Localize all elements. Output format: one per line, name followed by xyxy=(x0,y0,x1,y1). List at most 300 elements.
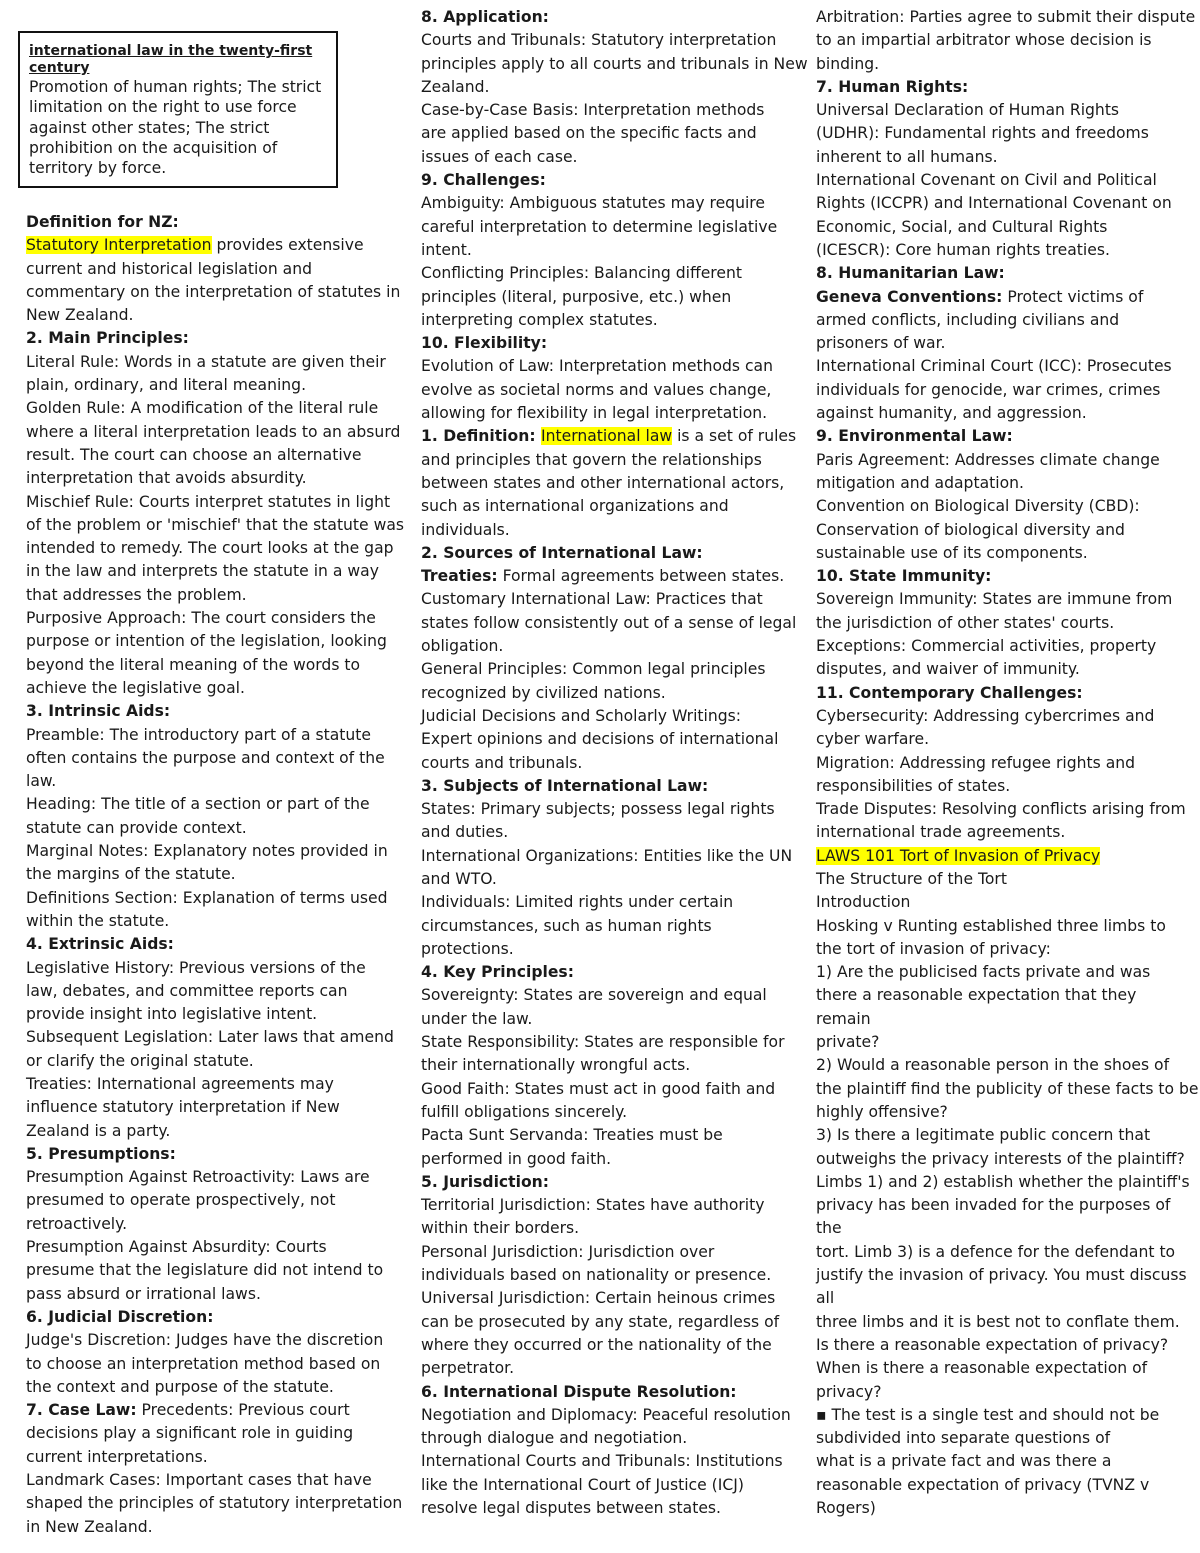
text-span: like the International Court of Justice (ICJ) xyxy=(421,1475,744,1494)
text-span: current interpretations. xyxy=(26,1447,208,1466)
text-span: prisoners of war. xyxy=(816,334,946,353)
text-line xyxy=(26,793,398,816)
text-line xyxy=(421,752,807,775)
text-span: between states and other international actors, xyxy=(421,473,785,492)
text-span: Case-by-Case Basis: Interpretation methods xyxy=(421,101,765,120)
text-line xyxy=(26,1492,403,1515)
text-span: justify the invasion of privacy. You must discuss xyxy=(816,1266,1187,1285)
text-span: International Criminal Court (ICC): Prosecutes xyxy=(816,357,1172,376)
text-line xyxy=(421,1054,807,1077)
summary-box-text: Promotion of human rights; The strict xyxy=(29,78,322,96)
highlighted-term: LAWS 101 Tort of Invasion of Privacy xyxy=(816,846,1101,865)
bold-lead: Treaties: xyxy=(421,567,498,586)
text-span: Good Faith: States must act in good faith and xyxy=(421,1079,776,1098)
text-line xyxy=(26,724,398,747)
text-line xyxy=(816,169,1194,192)
text-span: there a reasonable expectation that they xyxy=(816,986,1137,1005)
text-span: resolve legal disputes between states. xyxy=(421,1499,722,1517)
text-span: Rogers) xyxy=(816,1499,876,1517)
summary-box-title: international law in the twenty-first xyxy=(29,43,313,59)
text-span: Conflicting Principles: Balancing different xyxy=(421,264,742,283)
text-line xyxy=(26,444,398,467)
text-span: beyond the literal meaning of the words to xyxy=(26,655,361,674)
text-line xyxy=(421,891,807,914)
text-line xyxy=(26,957,398,980)
text-line xyxy=(421,1334,807,1357)
text-span: Customary International Law: Practices that xyxy=(421,590,763,609)
text-line xyxy=(26,887,398,910)
text-span: interpreting complex statutes. xyxy=(421,310,658,329)
text-line xyxy=(816,192,1194,215)
text-line xyxy=(26,840,398,863)
text-span: Formal agreements between states. xyxy=(497,567,785,586)
text-line xyxy=(816,1497,1194,1520)
summary-box-title: century xyxy=(29,60,90,76)
text-span: in the law and interprets the statute in a way xyxy=(26,562,379,581)
text-line xyxy=(421,53,807,76)
text-line xyxy=(421,1427,807,1450)
text-span: international trade agreements. xyxy=(816,823,1066,842)
text-span: Limbs 1) and 2) establish whether the plaintiff's xyxy=(816,1172,1190,1191)
text-span: and principles that govern the relationships xyxy=(421,450,762,469)
text-line xyxy=(816,915,1194,938)
text-line xyxy=(26,1283,398,1306)
text-line xyxy=(26,1399,398,1422)
text-line xyxy=(421,915,807,938)
text-span: the context and purpose of the statute. xyxy=(26,1377,334,1396)
text-line xyxy=(816,705,1194,728)
text-line xyxy=(421,845,807,868)
text-line xyxy=(816,1334,1194,1357)
text-line xyxy=(421,705,807,728)
text-line xyxy=(26,1050,398,1073)
text-line xyxy=(816,1287,1194,1310)
text-span: Protect victims of xyxy=(1002,287,1144,306)
text-line xyxy=(816,891,1194,914)
text-span: plain, ordinary, and literal meaning. xyxy=(26,376,307,395)
text-span: Hosking v Runting established three limbs to xyxy=(816,916,1166,935)
text-span: Cybersecurity: Addressing cybercrimes and xyxy=(816,706,1155,725)
section-heading: 6. Judicial Discretion: xyxy=(26,1307,214,1326)
text-span: Golden Rule: A modification of the literal rule xyxy=(26,399,379,418)
highlighted-term: International law xyxy=(541,427,673,446)
text-span: the tort of invasion of privacy: xyxy=(816,939,1051,958)
text-line xyxy=(26,304,398,327)
text-span: through dialogue and negotiation. xyxy=(421,1429,688,1448)
text-span: Heading: The title of a section or part of the xyxy=(26,795,370,814)
text-line xyxy=(816,868,1194,891)
text-span: States: Primary subjects; possess legal rights xyxy=(421,800,775,819)
text-line xyxy=(421,565,807,588)
text-line xyxy=(816,355,1194,378)
text-span: states follow consistently out of a sense of legal xyxy=(421,613,797,632)
text-span: Preamble: The introductory part of a statute xyxy=(26,725,372,744)
text-span: Convention on Biological Diversity (CBD): xyxy=(816,497,1140,516)
text-span: Literal Rule: Words in a statute are given their xyxy=(26,352,386,371)
text-line xyxy=(26,1213,398,1236)
text-line xyxy=(421,29,807,52)
text-span: of the problem or 'mischief' that the statute was xyxy=(26,515,405,534)
section-heading: 3. Intrinsic Aids: xyxy=(26,702,171,721)
text-line xyxy=(421,192,807,215)
text-line xyxy=(816,29,1194,52)
text-span: (ICESCR): Core human rights treaties. xyxy=(816,240,1110,259)
column-3 xyxy=(816,6,1199,1520)
text-line xyxy=(816,1101,1194,1124)
text-line xyxy=(26,910,398,933)
text-line xyxy=(421,984,807,1007)
text-line xyxy=(421,99,807,122)
text-line xyxy=(26,351,398,374)
text-line xyxy=(421,402,807,425)
text-line xyxy=(26,863,398,886)
text-line xyxy=(421,728,807,751)
section-heading: Definition for NZ: xyxy=(26,213,179,231)
text-line xyxy=(816,938,1194,961)
text-span: individuals. xyxy=(421,520,510,539)
text-line xyxy=(421,1101,807,1124)
text-span: against humanity, and aggression. xyxy=(816,404,1087,423)
text-line xyxy=(816,449,1194,472)
text-line xyxy=(421,76,807,99)
text-line xyxy=(26,1259,398,1282)
text-span: Definitions Section: Explanation of terms used xyxy=(26,888,388,907)
text-line xyxy=(26,607,398,630)
text-span: fulfill obligations sincerely. xyxy=(421,1102,628,1121)
text-span: to an impartial arbitrator whose decision is xyxy=(816,31,1152,50)
text-line xyxy=(26,1236,398,1259)
text-line xyxy=(816,53,1194,76)
text-span: achieve the legislative goal. xyxy=(26,678,245,697)
text-span: Zealand is a party. xyxy=(26,1121,171,1140)
text-span: commentary on the interpretation of statutes in xyxy=(26,282,401,301)
text-line xyxy=(26,1329,398,1352)
text-span: Presumption Against Retroactivity: Laws are xyxy=(26,1168,370,1187)
text-line xyxy=(421,821,807,844)
text-span: provides extensive xyxy=(211,236,364,255)
section-heading: 2. Main Principles: xyxy=(26,329,189,348)
text-line xyxy=(421,449,807,472)
text-line xyxy=(816,612,1194,635)
text-span: 2) Would a reasonable person in the shoes of xyxy=(816,1056,1170,1075)
text-span: within the statute. xyxy=(26,911,170,930)
text-line xyxy=(421,519,807,542)
text-line xyxy=(421,309,807,332)
text-span: purpose or intention of the legislation, looking xyxy=(26,632,387,651)
text-span: Exceptions: Commercial activities, property xyxy=(816,637,1157,656)
section-heading: 5. Jurisdiction: xyxy=(421,1172,550,1191)
text-line xyxy=(816,1357,1194,1380)
text-span: under the law. xyxy=(421,1009,533,1028)
text-line xyxy=(816,984,1194,1007)
text-line xyxy=(421,635,807,658)
text-span: within their borders. xyxy=(421,1219,580,1238)
text-span: Courts and Tribunals: Statutory interpretation xyxy=(421,31,777,50)
text-span: result. The court can choose an alternative xyxy=(26,445,362,464)
text-line xyxy=(816,1474,1194,1497)
text-line xyxy=(421,1474,807,1497)
text-span: issues of each case. xyxy=(421,147,578,166)
text-span: Zealand. xyxy=(421,77,490,96)
text-span: interpretation that avoids absurdity. xyxy=(26,469,307,488)
text-span: can be prosecuted by any state, regardless of xyxy=(421,1312,780,1331)
text-span: Expert opinions and decisions of international xyxy=(421,730,779,749)
text-line xyxy=(816,961,1194,984)
text-span: law. xyxy=(26,772,57,791)
text-line xyxy=(816,1148,1194,1171)
text-span: Migration: Addressing refugee rights and xyxy=(816,753,1136,772)
text-span: Conservation of biological diversity and xyxy=(816,520,1125,539)
text-span: circumstances, such as human rights xyxy=(421,916,712,935)
text-line xyxy=(26,560,398,583)
text-span: International Covenant on Civil and Political xyxy=(816,171,1157,190)
text-line xyxy=(421,1357,807,1380)
text-line xyxy=(816,216,1194,239)
text-span: New Zealand. xyxy=(26,306,134,325)
text-span: 3) Is there a legitimate public concern that xyxy=(816,1126,1151,1145)
text-span: mitigation and adaptation. xyxy=(816,473,1024,492)
text-line xyxy=(26,537,398,560)
text-line xyxy=(421,286,807,309)
text-span: (UDHR): Fundamental rights and freedoms xyxy=(816,124,1149,143)
text-line xyxy=(421,1311,807,1334)
text-span: presumed to operate prospectively, not xyxy=(26,1191,336,1210)
text-line xyxy=(26,1446,398,1469)
text-span: intended to remedy. The court looks at the gap xyxy=(26,539,394,558)
text-line xyxy=(816,1241,1194,1264)
section-heading: 4. Key Principles: xyxy=(421,963,574,982)
text-line xyxy=(26,1469,398,1492)
text-span: principles apply to all courts and tribunals in New xyxy=(421,54,808,73)
text-line xyxy=(421,355,807,378)
text-line xyxy=(816,728,1194,751)
text-span: often contains the purpose and context of the xyxy=(26,748,385,767)
text-line xyxy=(421,495,807,518)
bold-lead: 7. Case Law: xyxy=(26,1401,137,1420)
text-span: privacy? xyxy=(816,1382,882,1401)
text-span: all xyxy=(816,1289,835,1308)
text-line xyxy=(26,1376,398,1399)
text-line xyxy=(421,588,807,611)
text-span: what is a private fact and was there a xyxy=(816,1452,1112,1471)
bold-lead: Geneva Conventions: xyxy=(816,287,1003,306)
text-line xyxy=(421,1450,807,1473)
text-line xyxy=(26,980,398,1003)
text-line xyxy=(26,677,398,700)
text-line xyxy=(816,332,1194,355)
text-span: protections. xyxy=(421,939,514,958)
text-line xyxy=(26,234,398,257)
text-span: Individuals: Limited rights under certain xyxy=(421,893,734,912)
text-span: disputes, and waiver of immunity. xyxy=(816,660,1080,679)
text-span: allowing for flexibility in legal interpretation. xyxy=(421,404,768,423)
text-line xyxy=(421,612,807,635)
text-span: tort. Limb 3) is a defence for the defendant to xyxy=(816,1242,1176,1261)
text-line xyxy=(26,1096,398,1119)
text-span: the margins of the statute. xyxy=(26,865,236,884)
text-span: outweighs the privacy interests of the plaintiff? xyxy=(816,1149,1185,1168)
text-span: provide insight into legislative intent. xyxy=(26,1005,318,1024)
text-span: that addresses the problem. xyxy=(26,585,247,604)
text-line xyxy=(816,402,1194,425)
text-span: Treaties: International agreements may xyxy=(26,1074,334,1093)
text-line xyxy=(816,286,1194,309)
text-line xyxy=(26,584,398,607)
text-line xyxy=(26,1516,398,1539)
text-line xyxy=(816,1381,1194,1404)
text-line xyxy=(421,425,807,448)
text-span: obligation. xyxy=(421,637,504,656)
section-heading: 11. Contemporary Challenges: xyxy=(816,683,1083,702)
text-line xyxy=(421,1241,807,1264)
text-line xyxy=(421,122,807,145)
text-line xyxy=(421,1008,807,1031)
section-heading: 4. Extrinsic Aids: xyxy=(26,935,174,954)
text-span: evolve as societal norms and values change, xyxy=(421,380,772,399)
text-line xyxy=(816,1054,1194,1077)
text-span: binding. xyxy=(816,54,880,73)
text-line xyxy=(816,239,1194,262)
text-span: and duties. xyxy=(421,823,509,842)
text-line xyxy=(26,258,398,281)
text-span: International Courts and Tribunals: Institutions xyxy=(421,1452,783,1471)
text-span: International Organizations: Entities like the UN xyxy=(421,846,793,865)
text-span: State Responsibility: States are responsible for xyxy=(421,1033,785,1052)
text-line xyxy=(816,1124,1194,1147)
text-line xyxy=(816,821,1194,844)
text-span: ▪ The test is a single test and should not be xyxy=(816,1405,1160,1424)
text-span: such as international organizations and xyxy=(421,497,729,516)
text-line xyxy=(816,845,1194,868)
text-line xyxy=(816,1194,1194,1217)
text-span: Paris Agreement: Addresses climate change xyxy=(816,450,1160,469)
section-heading: 10. State Immunity: xyxy=(816,567,992,586)
text-line xyxy=(421,1404,807,1427)
text-line xyxy=(26,397,398,420)
text-span: Subsequent Legislation: Later laws that amend xyxy=(26,1028,394,1047)
text-line xyxy=(816,752,1194,775)
text-line xyxy=(816,1404,1194,1427)
text-line xyxy=(421,262,807,285)
text-line xyxy=(421,658,807,681)
text-span: influence statutory interpretation if New xyxy=(26,1098,340,1117)
text-span: current and historical legislation and xyxy=(26,259,312,278)
text-line xyxy=(421,682,807,705)
text-span: law, debates, and committee reports can xyxy=(26,981,348,1000)
text-span: performed in good faith. xyxy=(421,1149,612,1168)
text-line xyxy=(816,495,1194,518)
text-line xyxy=(26,747,398,770)
summary-box-text: territory by force. xyxy=(29,159,167,178)
text-span: statute can provide context. xyxy=(26,818,247,837)
text-span: Territorial Jurisdiction: States have authority xyxy=(421,1196,765,1215)
text-span: courts and tribunals. xyxy=(421,753,583,772)
text-line xyxy=(816,379,1194,402)
text-span: Is there a reasonable expectation of privacy? xyxy=(816,1335,1169,1354)
text-span: Negotiation and Diplomacy: Peaceful resolution xyxy=(421,1405,791,1424)
text-line xyxy=(26,1422,398,1445)
text-span: Pacta Sunt Servanda: Treaties must be xyxy=(421,1126,723,1145)
text-line xyxy=(421,216,807,239)
text-span: private? xyxy=(816,1033,880,1052)
text-span: individuals for genocide, war crimes, crimes xyxy=(816,380,1161,399)
text-line xyxy=(26,1003,398,1026)
text-line xyxy=(26,467,398,490)
text-span: to choose an interpretation method based on xyxy=(26,1354,381,1373)
text-span: Landmark Cases: Important cases that have xyxy=(26,1471,372,1490)
text-span: Rights (ICCPR) and International Covenant on xyxy=(816,194,1172,213)
text-line xyxy=(421,1148,807,1171)
text-line xyxy=(421,146,807,169)
text-line xyxy=(26,654,398,677)
text-line xyxy=(421,1264,807,1287)
text-line xyxy=(421,1287,807,1310)
text-line xyxy=(421,1194,807,1217)
text-span: reasonable expectation of privacy (TVNZ v xyxy=(816,1475,1150,1494)
text-line xyxy=(816,798,1194,821)
summary-box-text: prohibition on the acquisition of xyxy=(29,138,278,157)
text-line xyxy=(26,1026,398,1049)
text-line xyxy=(421,1031,807,1054)
text-span: Sovereign Immunity: States are immune from xyxy=(816,590,1173,609)
text-span: sustainable use of its components. xyxy=(816,543,1088,562)
text-line xyxy=(816,472,1194,495)
text-line xyxy=(816,1311,1194,1334)
text-line xyxy=(26,514,405,537)
text-span: the plaintiff find the publicity of these facts to be xyxy=(816,1079,1199,1098)
text-span: pass absurd or irrational laws. xyxy=(26,1284,261,1303)
text-line xyxy=(816,1427,1194,1450)
summary-box-text: limitation on the right to use force xyxy=(29,98,297,117)
text-line xyxy=(816,588,1194,611)
text-line xyxy=(816,1217,1194,1240)
text-line xyxy=(816,1078,1199,1101)
text-line xyxy=(816,1264,1194,1287)
text-line xyxy=(26,1353,398,1376)
summary-box xyxy=(18,31,338,188)
text-line xyxy=(26,770,398,793)
text-line xyxy=(816,635,1194,658)
text-line xyxy=(26,491,398,514)
text-line xyxy=(816,1171,1194,1194)
text-span: or clarify the original statute. xyxy=(26,1051,254,1070)
section-heading: 9. Environmental Law: xyxy=(816,427,1013,446)
text-span: are applied based on the specific facts and xyxy=(421,124,757,143)
text-line xyxy=(26,281,401,304)
text-span: Judicial Decisions and Scholarly Writings: xyxy=(421,706,742,725)
text-line xyxy=(816,1031,1194,1054)
text-span: When is there a reasonable expectation of xyxy=(816,1359,1148,1378)
text-span: where a literal interpretation leads to an absurd xyxy=(26,422,401,441)
text-span: subdivided into separate questions of xyxy=(816,1429,1111,1448)
text-line xyxy=(816,658,1194,681)
text-span: Universal Jurisdiction: Certain heinous crimes xyxy=(421,1289,776,1308)
text-span: three limbs and it is best not to conflate them. xyxy=(816,1312,1180,1331)
text-line xyxy=(26,421,401,444)
text-span: in New Zealand. xyxy=(26,1517,153,1536)
text-span: perpetrator. xyxy=(421,1359,515,1378)
text-span: the xyxy=(816,1219,842,1238)
text-span: Legislative History: Previous versions of the xyxy=(26,958,366,977)
text-span: Introduction xyxy=(816,893,911,912)
text-span: Universal Declaration of Human Rights xyxy=(816,101,1120,120)
text-span: Marginal Notes: Explanatory notes provided in xyxy=(26,842,388,861)
text-line xyxy=(421,379,807,402)
text-line xyxy=(421,1497,807,1520)
bold-lead: 1. Definition: xyxy=(421,427,542,446)
text-line xyxy=(26,1166,398,1189)
text-line xyxy=(421,938,807,961)
